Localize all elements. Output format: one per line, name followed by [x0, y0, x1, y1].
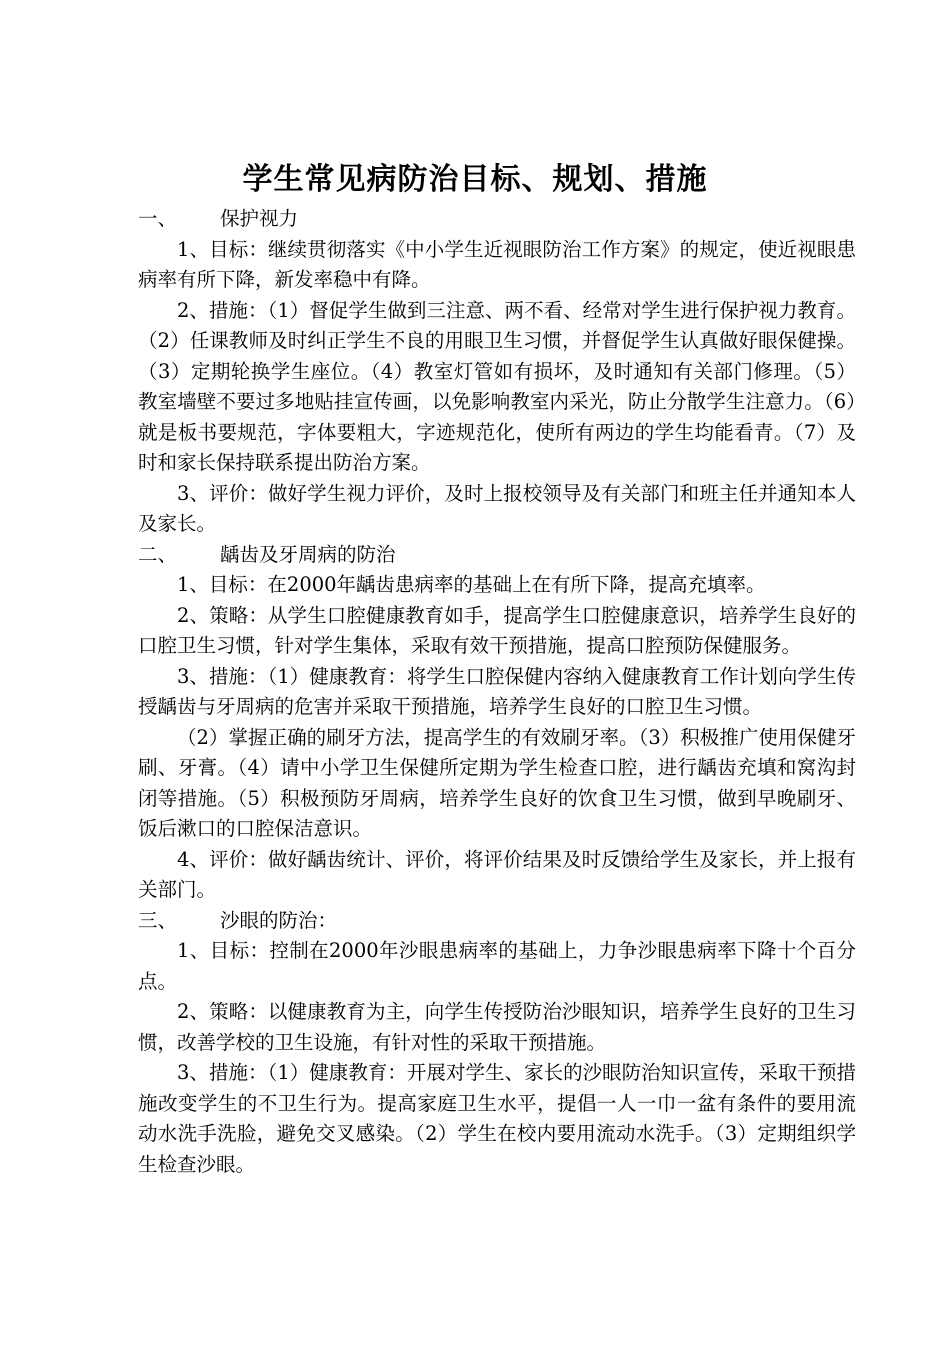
section-title: 龋齿及牙周病的防治	[220, 542, 396, 566]
document-body	[138, 204, 856, 1180]
paragraph: 2、策略：从学生口腔健康教育如手，提高学生口腔健康意识，培养学生良好的口腔卫生习惯，针对学生集体，采取有效干预措施，提高口腔预防保健服务。	[138, 603, 856, 657]
section-heading-vision	[138, 204, 856, 235]
paragraph: 2、措施：（1）督促学生做到三注意、两不看、经常对学生进行保护视力教育。（2）任课教师及时纠正学生不良的用眼卫生习惯，并督促学生认真做好眼保健操。（3）定期轮换学生座位。（4）教室灯管如有损坏，及时通知有关部门修理。（5）教室墙壁不要过多地贴挂宣传画，以免影响教室内采光，防止分散学生注意力。（6）就是板书要规范，字体要粗大，字迹规范化，使所有两边的学生均能看青。（7）及时和家长保持联系提出防治方案。	[138, 298, 856, 474]
paragraph: 2、策略：以健康教育为主，向学生传授防治沙眼知识，培养学生良好的卫生习惯，改善学校的卫生设施，有针对性的采取干预措施。	[138, 1000, 856, 1054]
paragraph: 3、措施：（1）健康教育：开展对学生、家长的沙眼防治知识宣传，采取干预措施改变学生的不卫生行为。提高家庭卫生水平，提倡一人一巾一盆有条件的要用流动水洗手洗脸，避免交叉感染。（2）学生在校内要用流动水洗手。（3）定期组织学生检查沙眼。	[138, 1061, 856, 1176]
paragraph: 3、措施：（1）健康教育：将学生口腔保健内容纳入健康教育工作计划向学生传授龋齿与牙周病的危害并采取干预措施，培养学生良好的口腔卫生习惯。	[138, 664, 856, 718]
paragraph: 4、评价：做好龋齿统计、评价，将评价结果及时反馈给学生及家长，并上报有关部门。	[138, 847, 856, 901]
section-heading-dental	[138, 540, 856, 571]
section-number: 三、	[138, 908, 178, 932]
section-title: 沙眼的防治：	[220, 908, 338, 932]
section-number: 一、	[138, 207, 178, 230]
paragraph: 3、评价：做好学生视力评价，及时上报校领导及有关部门和班主任并通知本人及家长。	[138, 481, 856, 535]
paragraph: 1、目标：继续贯彻落实《中小学生近视眼防治工作方案》的规定，使近视眼患病率有所下降，新发率稳中有降。	[138, 237, 856, 291]
paragraph: （2）掌握正确的刷牙方法，提高学生的有效刷牙率。（3）积极推广使用保健牙刷、牙膏。（4）请中小学卫生保健所定期为学生检查口腔，进行龋齿充填和窝沟封闭等措施。（5）积极预防牙周病，培养学生良好的饮食卫生习惯，做到早晚刷牙、饭后漱口的口腔保洁意识。	[138, 725, 856, 840]
document-title: 学生常见病防治目标、规划、措施	[242, 162, 708, 197]
section-number: 二、	[138, 542, 178, 566]
paragraph: 1、目标：在2000年龋齿患病率的基础上在有所下降，提高充填率。	[177, 573, 766, 596]
section-heading-trachoma	[138, 906, 856, 937]
paragraph: 1、目标：控制在2000年沙眼患病率的基础上，力争沙眼患病率下降十个百分点。	[138, 939, 856, 993]
section-title: 保护视力	[220, 207, 299, 230]
